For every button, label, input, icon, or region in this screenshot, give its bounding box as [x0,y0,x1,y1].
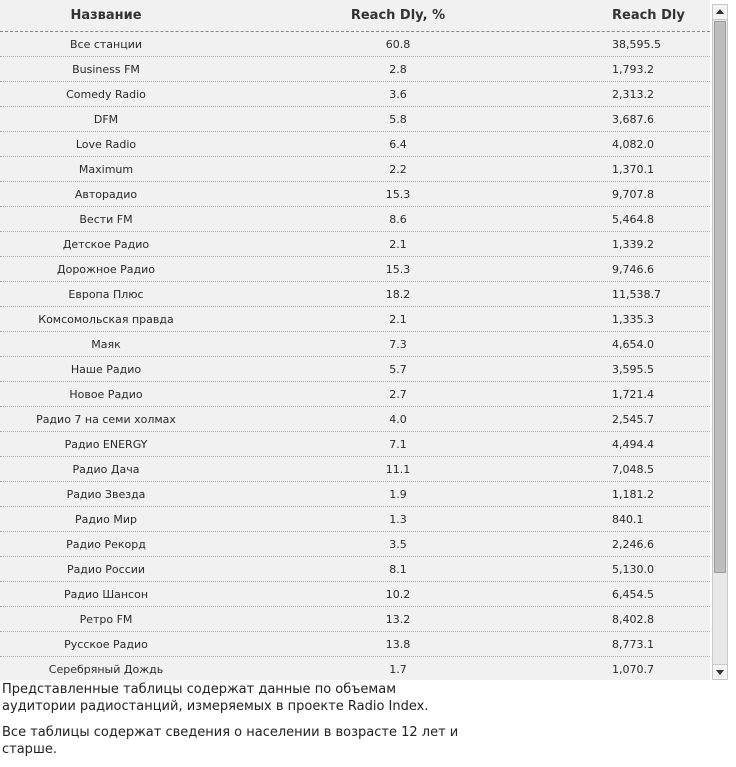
table-row [0,582,710,607]
cell-name: Радио Рекорд [66,537,146,551]
table-row [0,457,710,482]
cell-name: Европа Плюс [68,287,144,301]
header-reach-pct[interactable]: Reach Dly, % [350,8,446,23]
cell-name: Love Radio [75,137,137,151]
table-row [0,382,710,407]
cell-name: Маяк [91,337,121,351]
table-row [0,182,710,207]
cell-name: Новое Радио [69,387,143,401]
cell-reach-abs: 840.1 [612,512,644,526]
cell-reach-pct: 1.9 [389,487,407,501]
cell-reach-abs: 9,707.8 [612,187,654,201]
cell-reach-pct: 2.8 [389,62,407,76]
cell-reach-abs: 1,335.3 [612,312,654,326]
table-row [0,82,710,107]
cell-reach-abs: 38,595.5 [612,37,661,51]
note-paragraph-1: Представленные таблицы содержат данные по объемам аудитории радиостанций, измеряемых в проекте Radio Index. [2,682,429,714]
arrow-up-icon [716,9,724,14]
cell-reach-pct: 6.4 [389,137,407,151]
cell-reach-abs: 4,082.0 [612,137,654,151]
cell-reach-pct: 5.7 [389,362,407,376]
scroll-down-button[interactable] [713,664,727,679]
table-row [0,507,710,532]
table-row [0,307,710,332]
cell-name: Радио Звезда [66,487,146,501]
cell-name: Детское Радио [62,237,150,251]
cell-reach-abs: 2,246.6 [612,537,654,551]
vertical-scrollbar[interactable] [712,4,728,680]
cell-reach-abs: 3,595.5 [612,362,654,376]
table-body [0,32,710,680]
cell-reach-abs: 1,070.7 [612,662,654,676]
cell-name: Радио ENERGY [64,437,148,451]
table-row [0,557,710,582]
table-row [0,332,710,357]
cell-reach-pct: 15.3 [385,187,411,201]
cell-name: Радио России [66,562,146,576]
cell-reach-pct: 15.3 [385,262,411,276]
cell-reach-abs: 1,370.1 [612,162,654,176]
cell-name: Ретро FM [79,612,133,626]
cell-name: Дорожное Радио [57,262,155,276]
cell-reach-abs: 2,313.2 [612,87,654,101]
cell-reach-abs: 1,181.2 [612,487,654,501]
table-row [0,57,710,82]
cell-name: Русское Радио [64,637,148,651]
cell-reach-pct: 7.1 [389,437,407,451]
header-name[interactable]: Название [70,8,142,23]
cell-name: Радио Дача [72,462,140,476]
cell-name: DFM [93,112,119,126]
cell-reach-abs: 8,402.8 [612,612,654,626]
cell-name: Серебряный Дождь [48,662,164,676]
cell-reach-abs: 9,746.6 [612,262,654,276]
cell-reach-pct: 2.1 [389,237,407,251]
table-row [0,632,710,657]
cell-reach-pct: 13.8 [385,637,411,651]
cell-reach-abs: 7,048.5 [612,462,654,476]
table-row [0,32,710,57]
cell-reach-abs: 5,130.0 [612,562,654,576]
cell-reach-pct: 5.8 [389,112,407,126]
cell-reach-pct: 4.0 [389,412,407,426]
arrow-down-icon [716,670,724,675]
table-row [0,407,710,432]
cell-reach-abs: 5,464.8 [612,212,654,226]
table-row [0,657,710,680]
table-row [0,432,710,457]
notes-section [2,681,472,767]
cell-reach-abs: 1,339.2 [612,237,654,251]
table-row [0,357,710,382]
scroll-up-button[interactable] [713,5,727,20]
cell-reach-pct: 7.3 [389,337,407,351]
cell-reach-pct: 60.8 [385,37,411,51]
table-row [0,207,710,232]
table-header [0,0,710,32]
table-row [0,282,710,307]
cell-name: Наше Радио [70,362,142,376]
cell-name: Радио Мир [75,512,137,526]
cell-reach-pct: 13.2 [385,612,411,626]
note-paragraph-2: Все таблицы содержат сведения о населении в возрасте 12 лет и старше. [2,725,459,757]
cell-name: Комсомольская правда [38,312,174,326]
cell-reach-abs: 4,654.0 [612,337,654,351]
cell-reach-pct: 8.1 [389,562,407,576]
cell-name: Радио 7 на семи холмах [36,412,176,426]
table-row [0,107,710,132]
table-row [0,157,710,182]
table-row [0,232,710,257]
cell-reach-pct: 3.6 [389,87,407,101]
cell-name: Вести FM [79,212,133,226]
cell-reach-pct: 1.3 [389,512,407,526]
cell-name: Comedy Radio [66,87,146,101]
table-row [0,132,710,157]
cell-reach-pct: 10.2 [385,587,411,601]
scroll-thumb[interactable] [714,21,726,573]
cell-reach-pct: 18.2 [385,287,411,301]
cell-reach-pct: 8.6 [389,212,407,226]
cell-reach-abs: 6,454.5 [612,587,654,601]
table-row [0,607,710,632]
table-row [0,532,710,557]
table-row [0,257,710,282]
cell-reach-pct: 2.7 [389,387,407,401]
cell-name: Радио Шансон [63,587,149,601]
cell-reach-abs: 8,773.1 [612,637,654,651]
header-reach-abs[interactable]: Reach Dly [612,8,685,23]
cell-reach-pct: 11.1 [385,462,411,476]
table-row [0,482,710,507]
cell-reach-abs: 3,687.6 [612,112,654,126]
cell-name: Авторадио [74,187,138,201]
cell-reach-pct: 2.1 [389,312,407,326]
cell-reach-pct: 3.5 [389,537,407,551]
cell-name: Maximum [78,162,134,176]
cell-reach-pct: 1.7 [389,662,407,676]
cell-reach-abs: 2,545.7 [612,412,654,426]
cell-reach-abs: 11,538.7 [612,287,661,301]
cell-name: Business FM [72,62,140,76]
cell-reach-pct: 2.2 [389,162,407,176]
cell-reach-abs: 4,494.4 [612,437,654,451]
cell-name: Все станции [69,37,143,51]
cell-reach-abs: 1,721.4 [612,387,654,401]
cell-reach-abs: 1,793.2 [612,62,654,76]
